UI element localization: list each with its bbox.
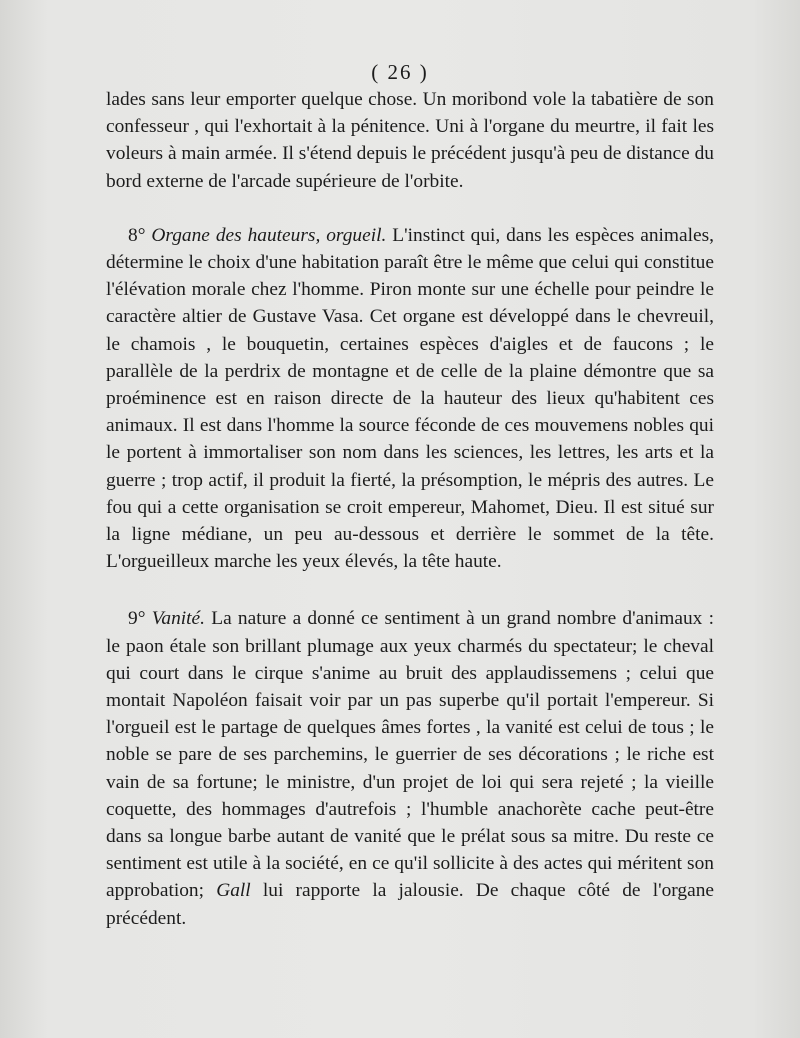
author-name: Gall	[216, 880, 251, 902]
organ-9-heading: Vanité.	[151, 608, 206, 630]
organ-8-text: L'instinct qui, dans les espèces animales, détermine le choix d'une habitation paraît être le même que celui qui constitue l'élévation morale chez l'homme. Piron monte sur une échelle pour peindre le caractère altier de Gustave Vasa. Cet organe est développé dans le chevreuil, le chamois , le bouquetin, certaines espèces d'aigles et de faucons ; le parallèle de la perdrix de montagne et de celle de la plaine démontre que sa proéminence est en raison directe de la hauteur des lieux qu'habitent ces animaux. Il est dans l'homme la source féconde de ces mouvemens nobles qui le portent à immortaliser son nom dans les sciences, les lettres, les arts et la guerre ; trop actif, il produit la fierté, la présomption, le mépris des autres. Le fou qui a cette organisation se croit empereur, Mahomet, Dieu. Il est situé sur la ligne médiane, un peu au-dessous et derrière le sommet de la tête. L'orgueilleux marche les yeux élevés, la tête haute.	[106, 224, 714, 573]
page-number: ( 26 )	[371, 60, 429, 84]
paragraph-organ-9	[106, 605, 714, 931]
organ-9-number: 9°	[128, 608, 152, 630]
paragraph-organ-8	[106, 222, 714, 576]
body-text	[106, 86, 714, 932]
paragraph-continuation	[106, 86, 714, 195]
organ-9-text-end: lui rapporte la jalousie. De chaque côté de l'organe précédent.	[106, 880, 714, 929]
paragraph-continuation-text: lades sans leur emporter quelque chose. Un moribond vole la tabatière de son confesseur , qui l'exhortait à la pénitence. Uni à l'organe du meurtre, il fait les voleurs à main armée. Il s'étend depuis le précédent jusqu'à peu de distance du bord externe de l'arcade supérieure de l'orbite.	[106, 89, 714, 192]
organ-9-text: La nature a donné ce sentiment à un grand nombre d'animaux : le paon étale son brillant plumage aux yeux charmés du spectateur; le cheval qui court dans le cirque s'anime au bruit des applaudissemens ; celui que montait Napoléon faisait voir par un pas superbe qu'il portait l'empereur. Si l'orgueil est le partage de quelques âmes fortes , la vanité est celui de tous ; le noble se pare de ses parchemins, le guerrier de ses décorations ; le riche est vain de sa fortune; le ministre, d'un projet de loi qui sera rejeté ; la vieille coquette, des hommages d'autrefois ; l'humble anachorète cache peut-être dans sa longue barbe autant de vanité que le prélat sous sa mitre. Du reste ce sentiment est utile à la société, en ce qu'il sollicite à des actes qui méritent son approbation;	[106, 608, 714, 902]
organ-8-heading: Organe des hauteurs, orgueil.	[151, 224, 387, 246]
organ-8-number: 8°	[128, 224, 152, 246]
